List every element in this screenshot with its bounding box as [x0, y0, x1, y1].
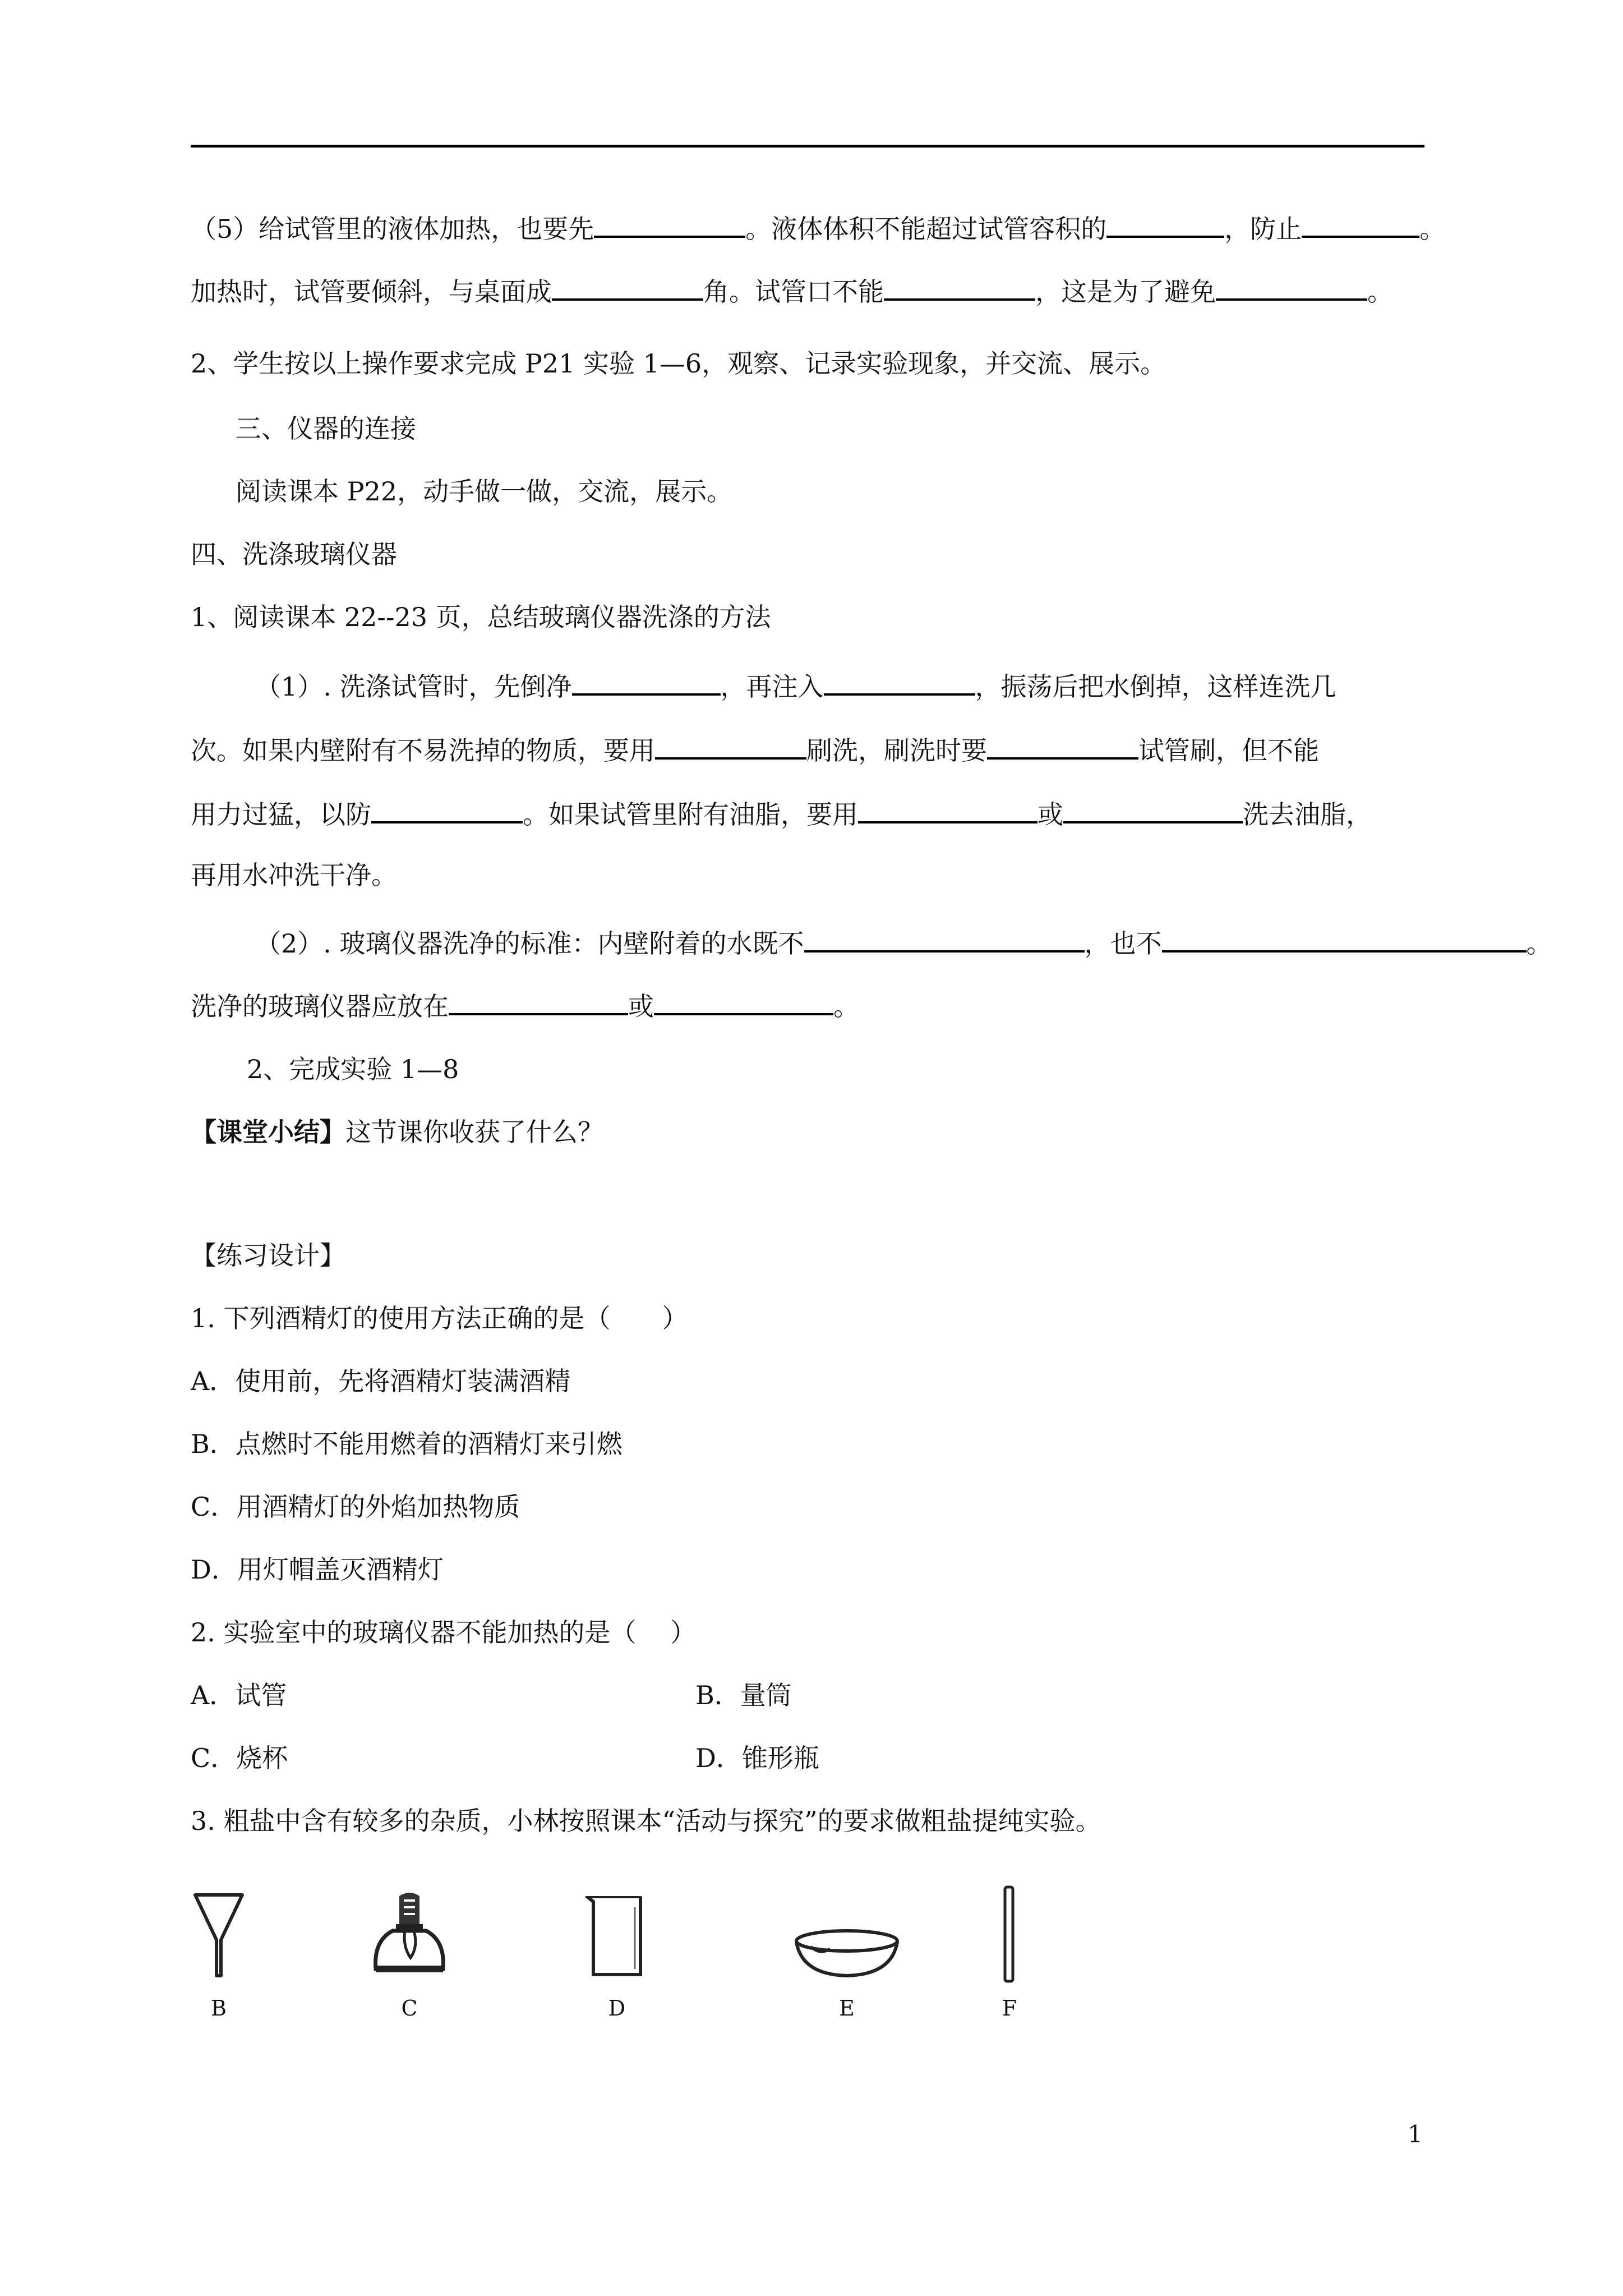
- beaker-icon: [583, 1890, 651, 1986]
- blank[interactable]: [1063, 797, 1243, 823]
- section4-item1: 1、阅读课本 22--23 页，总结玻璃仪器洗涤的方法: [191, 602, 771, 632]
- blank[interactable]: [987, 733, 1138, 760]
- q2-option-c[interactable]: C．烧杯: [191, 1743, 288, 1773]
- q3-stem: 3. 粗盐中含有较多的杂质，小林按照课本“活动与探究”的要求做粗盐提纯实验。: [191, 1806, 1101, 1836]
- figure-label-f: F: [1002, 1996, 1017, 2021]
- q1-option-a[interactable]: A．使用前，先将酒精灯装满酒精: [191, 1366, 571, 1396]
- q1-option-d[interactable]: D．用灯帽盖灭酒精灯: [191, 1554, 444, 1585]
- apparatus-figures: [191, 1890, 1088, 2036]
- q2-row1: [191, 1680, 792, 1711]
- section4-item2: 2、完成实验 1—8: [247, 1054, 459, 1084]
- q1-option-b[interactable]: B．点燃时不能用燃着的酒精灯来引燃: [191, 1429, 623, 1459]
- blank[interactable]: [1302, 211, 1419, 238]
- blank[interactable]: [655, 733, 806, 760]
- q5-line2: 加热时，试管要倾斜，与桌面成 角。试管口不能 ，这是为了避免 。: [191, 274, 1393, 307]
- summary-text: 这节课你收获了什么？: [345, 1117, 603, 1147]
- q2-option-d[interactable]: D．锥形瓶: [695, 1743, 819, 1773]
- blank[interactable]: [804, 926, 1085, 953]
- item2: 2、学生按以上操作要求完成 P21 实验 1—6，观察、记录实验现象，并交流、展示。: [191, 348, 1166, 379]
- q2-stem: 2. 实验室中的玻璃仪器不能加热的是（ ）: [191, 1617, 697, 1648]
- blank[interactable]: [654, 988, 833, 1015]
- q2-option-b[interactable]: B．量筒: [695, 1680, 792, 1710]
- blank[interactable]: [1216, 274, 1367, 301]
- sub1-line3: 用力过猛，以防 。如果试管里附有油脂，要用 或 洗去油脂，: [191, 797, 1372, 830]
- q2-row2: [191, 1742, 819, 1774]
- blank[interactable]: [572, 669, 721, 696]
- blank[interactable]: [1162, 926, 1527, 953]
- glass-rod-icon: [998, 1885, 1021, 1986]
- blank[interactable]: [371, 797, 523, 823]
- funnel-icon: [191, 1890, 247, 1986]
- figure-label-c: C: [401, 1996, 418, 2021]
- evaporating-dish-icon: [791, 1924, 903, 1986]
- section3-title: 三、仪器的连接: [236, 413, 416, 444]
- sub2-line1: （2）. 玻璃仪器洗净的标准：内壁附着的水既不 ，也不 。: [255, 926, 1552, 959]
- section4-title: 四、洗涤玻璃仪器: [191, 539, 397, 569]
- q1-option-c[interactable]: C．用酒精灯的外焰加热物质: [191, 1492, 520, 1522]
- blank[interactable]: [858, 797, 1038, 823]
- sub2-line2: 洗净的玻璃仪器应放在 或 。: [191, 988, 859, 1022]
- sub1-line2: 次。如果内壁附有不易洗掉的物质，要用 刷洗，刷洗时要 试管刷，但不能: [191, 733, 1319, 766]
- blank[interactable]: [449, 988, 628, 1015]
- sub1-line4: 再用水冲洗干净。: [191, 860, 397, 890]
- header-rule: [191, 145, 1424, 148]
- blank[interactable]: [594, 211, 745, 238]
- blank[interactable]: [824, 669, 975, 696]
- alcohol-lamp-icon: [370, 1890, 449, 1986]
- sub1-line1: （1）. 洗涤试管时，先倒净 ，再注入 ，振荡后把水倒掉，这样连洗几: [255, 669, 1336, 702]
- blank[interactable]: [1106, 211, 1224, 238]
- q2-option-a[interactable]: A．试管: [191, 1680, 287, 1710]
- q1-stem: 1. 下列酒精灯的使用方法正确的是（ ）: [191, 1303, 688, 1333]
- figure-label-e: E: [839, 1996, 855, 2021]
- practice-title: 【练习设计】: [191, 1240, 345, 1271]
- figure-label-d: D: [608, 1996, 626, 2021]
- figure-label-b: B: [211, 1996, 227, 2021]
- blank[interactable]: [552, 274, 703, 301]
- class-summary: [191, 1116, 603, 1148]
- section3-text: 阅读课本 P22，动手做一做，交流，展示。: [236, 476, 733, 507]
- q5-line1: （5）给试管里的液体加热，也要先 。液体体积不能超过试管容积的 ，防止 。: [191, 211, 1445, 245]
- blank[interactable]: [884, 274, 1035, 301]
- summary-label: 【课堂小结】: [191, 1117, 345, 1147]
- page-number: 1: [1408, 2120, 1423, 2148]
